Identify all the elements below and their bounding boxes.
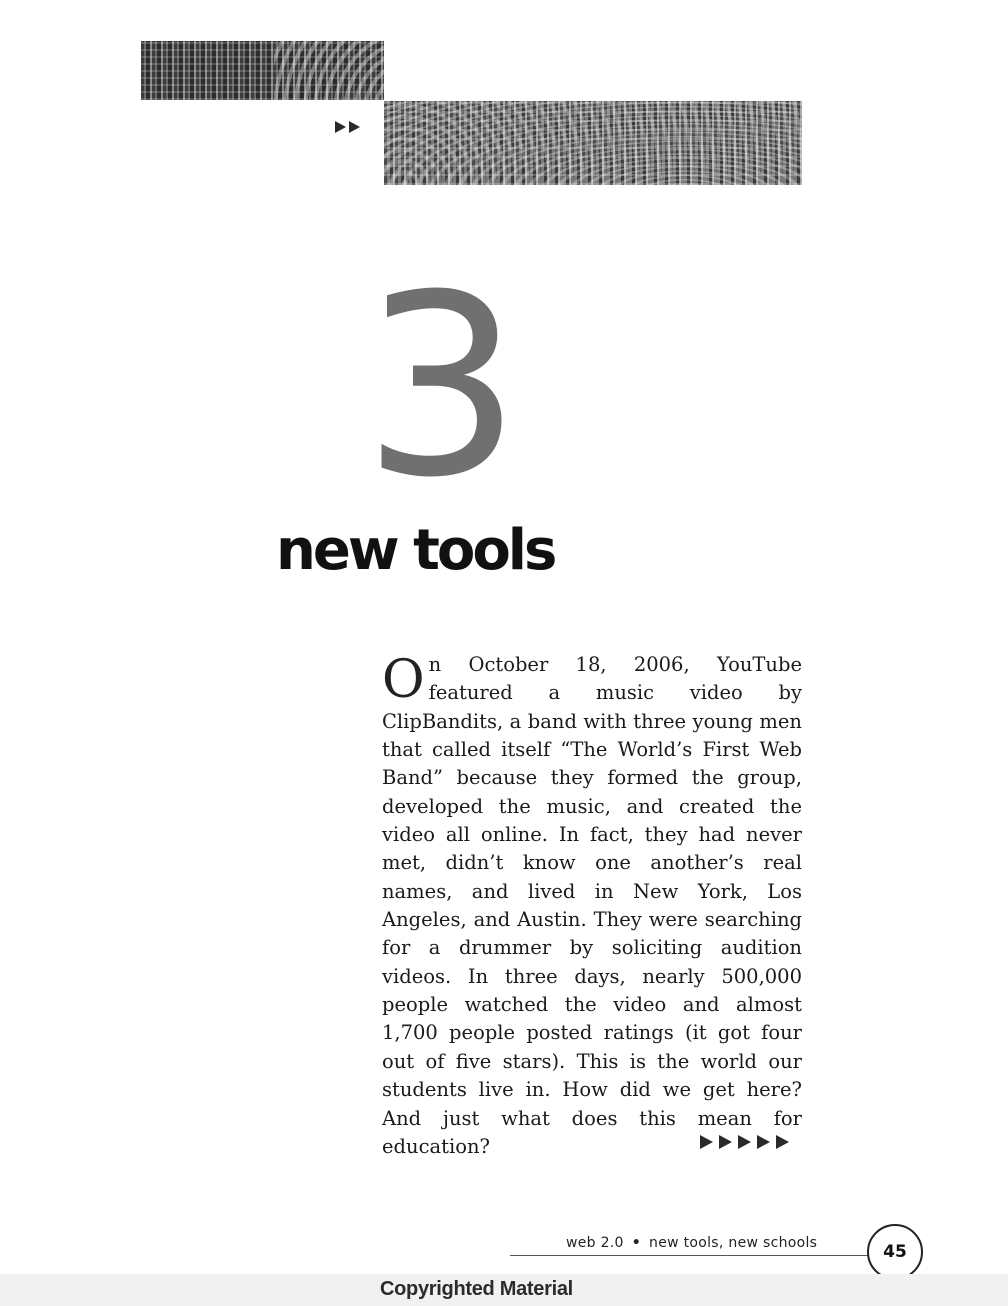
chapter-banner-bottom bbox=[384, 101, 802, 185]
intro-text: n October 18, 2006, YouTube featured a music video by ClipBandits, a band with three young men that called itself “The World’s First Web Band” because they formed the group, developed the music, and created the video all online. In fact, they had never met, didn’t know one another’s real names, and lived in New York, Los Angeles, and Austin. They were searching for a drummer by soliciting audition videos. In three days, nearly 500,000 people watched the video and almost 1,700 people posted ratings (it got four out of five stars). This is the world our students live in. How did we get here? And just what does this mean for education? bbox=[382, 653, 802, 1158]
copyright-watermark: Copyrighted Material bbox=[380, 1278, 573, 1300]
footer-subtitle: new tools, new schools bbox=[649, 1235, 818, 1251]
footer-rule bbox=[510, 1255, 870, 1256]
five-play-arrows-icon bbox=[700, 1135, 789, 1149]
double-play-arrow-icon bbox=[335, 121, 360, 133]
running-footer bbox=[566, 1235, 817, 1251]
chapter-title: new tools bbox=[276, 518, 555, 583]
drop-cap: O bbox=[382, 650, 425, 710]
footer-bullet: • bbox=[631, 1235, 642, 1251]
chapter-number: 3 bbox=[362, 241, 518, 532]
chapter-intro-paragraph bbox=[382, 651, 802, 1161]
footer-book-title: web 2.0 bbox=[566, 1235, 624, 1251]
chapter-banner-top bbox=[141, 41, 384, 100]
page-number: 45 bbox=[867, 1224, 923, 1280]
